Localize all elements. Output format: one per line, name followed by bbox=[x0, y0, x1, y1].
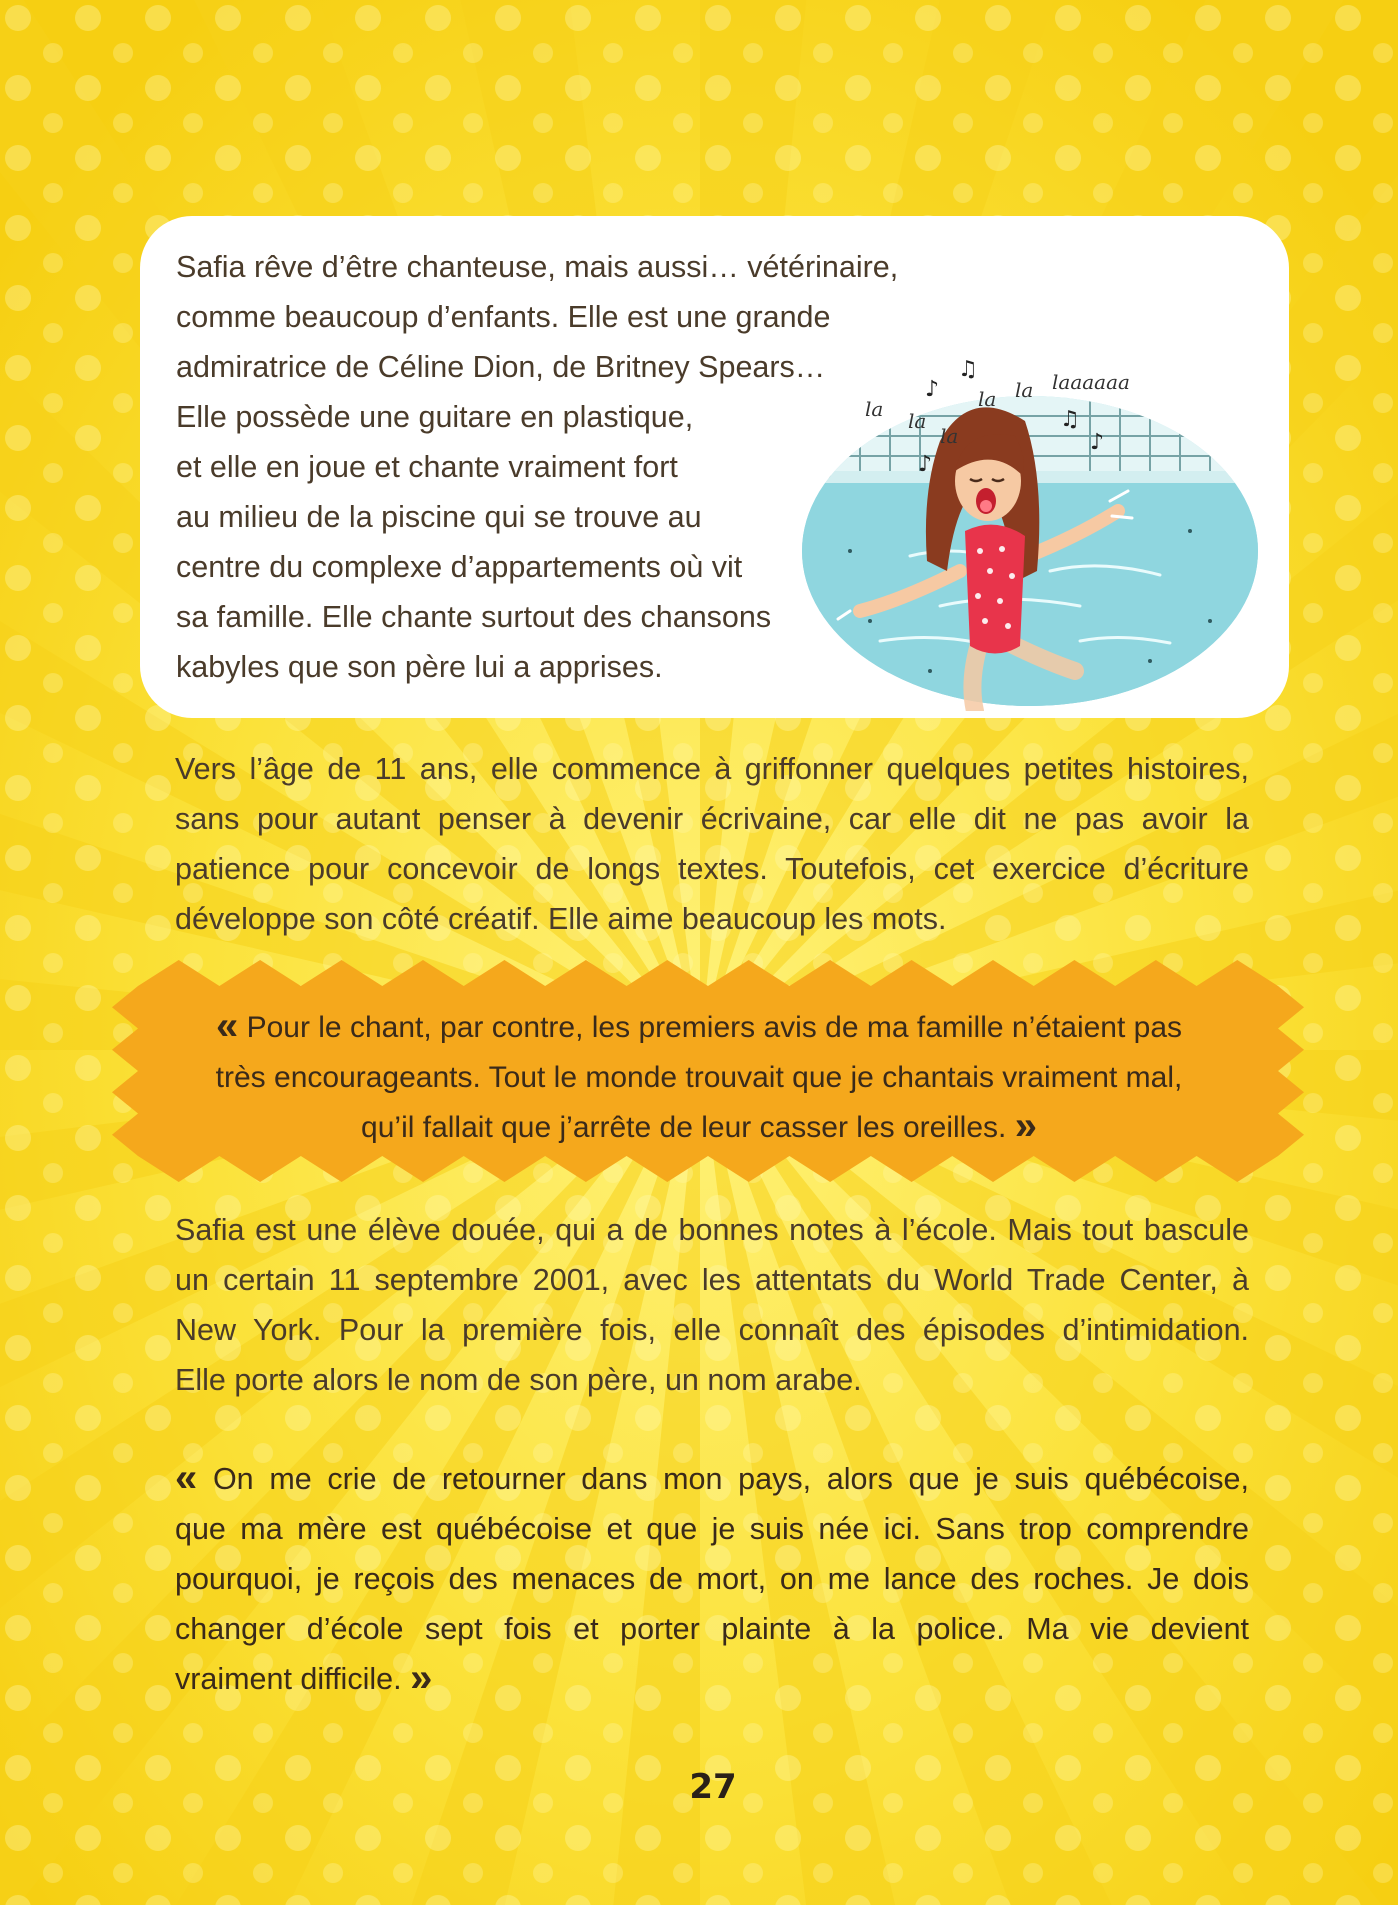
text-line: Elle porte alors le nom de son père, un nom arabe. bbox=[175, 1363, 862, 1397]
open-quote-mark: « bbox=[175, 1456, 198, 1500]
quote-line: qu’il fallait que j’arrête de leur casser les oreilles. » bbox=[361, 1104, 1037, 1148]
text-line: Safia rêve d’être chanteuse, mais aussi… vétérinaire, bbox=[176, 250, 899, 284]
text-line: New York. Pour la première fois, elle connaît des épisodes d’intimidation. bbox=[175, 1313, 1249, 1347]
open-quote-mark: « bbox=[215, 1004, 239, 1048]
text-line: sa famille. Elle chante surtout des chansons bbox=[176, 600, 772, 634]
paragraph-1 bbox=[175, 744, 1249, 944]
text-line: Vers l’âge de 11 ans, elle commence à griffonner quelques petites histoires, bbox=[175, 752, 1249, 786]
quote-line: changer d’école sept fois et porter plainte à la police. Ma vie devient bbox=[175, 1612, 1249, 1646]
sung-word: la bbox=[978, 387, 997, 411]
music-note-icon: ♪ bbox=[918, 452, 933, 477]
text-line: sans pour autant penser à devenir écrivaine, car elle dit ne pas avoir la bbox=[175, 802, 1249, 836]
intro-card bbox=[140, 216, 1289, 718]
text-line: kabyles que son père lui a apprises. bbox=[176, 650, 663, 684]
close-quote-mark: » bbox=[1014, 1104, 1037, 1148]
quote-line: pourquoi, je reçois des menaces de mort, on me lance des roches. Je dois bbox=[175, 1562, 1249, 1596]
text-line: au milieu de la piscine qui se trouve au bbox=[176, 500, 702, 534]
quote-line: vraiment difficile. » bbox=[175, 1656, 433, 1700]
sung-word: la bbox=[940, 424, 959, 448]
quote-2 bbox=[175, 1454, 1249, 1704]
text-line: centre du complexe d’appartements où vit bbox=[176, 550, 743, 584]
quote-line: que ma mère est québécoise et que je suis née ici. Sans trop comprendre bbox=[175, 1512, 1249, 1546]
page-number: 27 bbox=[689, 1767, 737, 1807]
text-line: patience pour concevoir de longs textes. Toutefois, cet exercice d’écriture bbox=[175, 852, 1249, 886]
quote-line: « Pour le chant, par contre, les premiers avis de ma famille n’étaient pas bbox=[215, 1004, 1183, 1048]
music-note-icon: ♫ bbox=[1060, 407, 1080, 432]
text-line: Elle possède une guitare en plastique, bbox=[176, 400, 694, 434]
text-line: admiratrice de Céline Dion, de Britney Spears… bbox=[176, 350, 826, 384]
sung-word: la bbox=[1015, 378, 1034, 402]
text-line: un certain 11 septembre 2001, avec les attentats du World Trade Center, à bbox=[175, 1263, 1249, 1297]
music-note-icon: ♪ bbox=[925, 377, 940, 402]
text-line: développe son côté créatif. Elle aime beaucoup les mots. bbox=[175, 902, 947, 936]
quote-1 bbox=[150, 1003, 1248, 1153]
close-quote-mark: » bbox=[410, 1656, 433, 1700]
quote-line: très encourageants. Tout le monde trouvait que je chantais vraiment mal, bbox=[215, 1061, 1183, 1094]
sung-word: la bbox=[908, 409, 927, 433]
singing-girl-in-pool-illustration bbox=[790, 321, 1270, 711]
text-line: comme beaucoup d’enfants. Elle est une grande bbox=[176, 300, 831, 334]
quote-line: « On me crie de retourner dans mon pays, alors que je suis québécoise, bbox=[175, 1456, 1249, 1500]
sung-word: la bbox=[865, 397, 884, 421]
sung-word: laaaaaa bbox=[1052, 370, 1130, 394]
text-line: et elle en joue et chante vraiment fort bbox=[176, 450, 678, 484]
music-note-icon: ♫ bbox=[958, 357, 978, 382]
paragraph-2 bbox=[175, 1205, 1249, 1405]
text-line: Safia est une élève douée, qui a de bonnes notes à l’école. Mais tout bascule bbox=[175, 1213, 1249, 1247]
music-note-icon: ♪ bbox=[1090, 430, 1105, 455]
